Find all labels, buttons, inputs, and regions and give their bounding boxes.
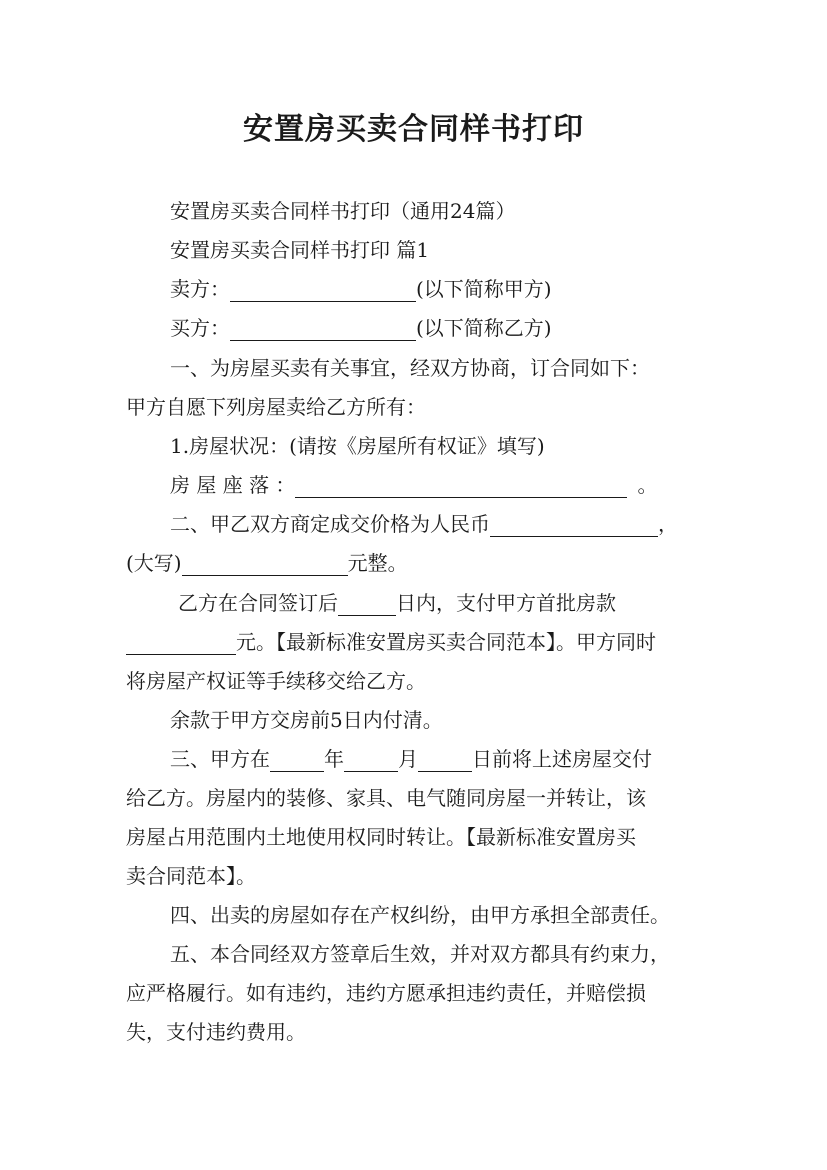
first-payment-blank[interactable] bbox=[126, 634, 236, 655]
article-2-line-2 bbox=[126, 550, 716, 576]
payment-text-b: 日内，支付甲方首批房款 bbox=[396, 591, 616, 615]
article-5-line-2: 应严格履行。如有违约，违约方愿承担违约责任，并赔偿损 bbox=[126, 981, 646, 1005]
buyer-suffix: (以下简称乙方) bbox=[416, 316, 552, 340]
house-status: 1.房屋状况：(请按《房屋所有权证》填写) bbox=[170, 434, 545, 458]
buyer-line bbox=[170, 315, 716, 341]
payment-text-a: 乙方在合同签订后 bbox=[178, 591, 338, 615]
seller-label: 卖方： bbox=[170, 277, 230, 301]
article-4: 四、出卖的房屋如存在产权纠纷，由甲方承担全部责任。 bbox=[170, 903, 670, 927]
price-words-blank[interactable] bbox=[182, 555, 348, 576]
balance-line: 余款于甲方交房前5日内付清。 bbox=[170, 708, 443, 732]
seller-suffix: (以下简称甲方) bbox=[416, 277, 552, 301]
article-3-line-2: 给乙方。房屋内的装修、家具、电气随同房屋一并转让，该 bbox=[126, 786, 646, 810]
seller-line bbox=[170, 276, 716, 302]
location-blank[interactable] bbox=[295, 477, 627, 498]
price-blank[interactable] bbox=[490, 516, 658, 537]
location-end: 。 bbox=[637, 473, 658, 497]
payment-text-c: 元。【最新标准安置房买卖合同范本】。甲方同时 bbox=[236, 630, 656, 654]
price-text: 二、甲乙双方商定成交价格为人民币 bbox=[170, 512, 490, 536]
article-1-line-1: 一、为房屋买卖有关事宜，经双方协商，订合同如下： bbox=[170, 356, 650, 380]
month-blank[interactable] bbox=[344, 751, 398, 772]
buyer-blank[interactable] bbox=[230, 320, 416, 341]
article-3-line-3: 房屋占用范围内土地使用权同时转让。【最新标准安置房买 bbox=[126, 825, 636, 849]
article-3-text-d: 日前将上述房屋交付 bbox=[472, 747, 652, 771]
section-heading: 安置房买卖合同样书打印 篇1 bbox=[170, 238, 430, 262]
payment-line-3: 将房屋产权证等手续移交给乙方。 bbox=[126, 669, 426, 693]
payment-line-2 bbox=[126, 629, 716, 655]
location-line bbox=[170, 472, 716, 498]
article-5-line-3: 失，支付违约费用。 bbox=[126, 1020, 306, 1044]
payment-line-1 bbox=[178, 590, 716, 616]
subtitle: 安置房买卖合同样书打印（通用24篇） bbox=[170, 199, 516, 223]
article-2-line-1 bbox=[170, 511, 716, 537]
article-1-line-2: 甲方自愿下列房屋卖给乙方所有： bbox=[126, 395, 426, 419]
article-3-text-c: 月 bbox=[398, 747, 418, 771]
price-end: ， bbox=[658, 512, 678, 536]
buyer-label: 买方： bbox=[170, 316, 230, 340]
payment-days-blank[interactable] bbox=[338, 595, 396, 616]
article-3-text-b: 年 bbox=[324, 747, 344, 771]
location-label: 房 屋 座 落 ： bbox=[170, 473, 296, 497]
seller-blank[interactable] bbox=[230, 281, 416, 302]
year-blank[interactable] bbox=[270, 751, 324, 772]
price-words-end: 元整。 bbox=[347, 551, 408, 575]
article-3-text-a: 三、甲方在 bbox=[170, 747, 270, 771]
document-title: 安置房买卖合同样书打印 bbox=[243, 112, 584, 147]
article-5-line-1: 五、本合同经双方签章后生效，并对双方都具有约束力， bbox=[170, 942, 670, 966]
day-blank[interactable] bbox=[418, 751, 472, 772]
price-words-label: (大写) bbox=[126, 551, 182, 575]
article-3-line-1 bbox=[170, 746, 716, 772]
article-3-line-4: 卖合同范本】。 bbox=[126, 864, 256, 888]
